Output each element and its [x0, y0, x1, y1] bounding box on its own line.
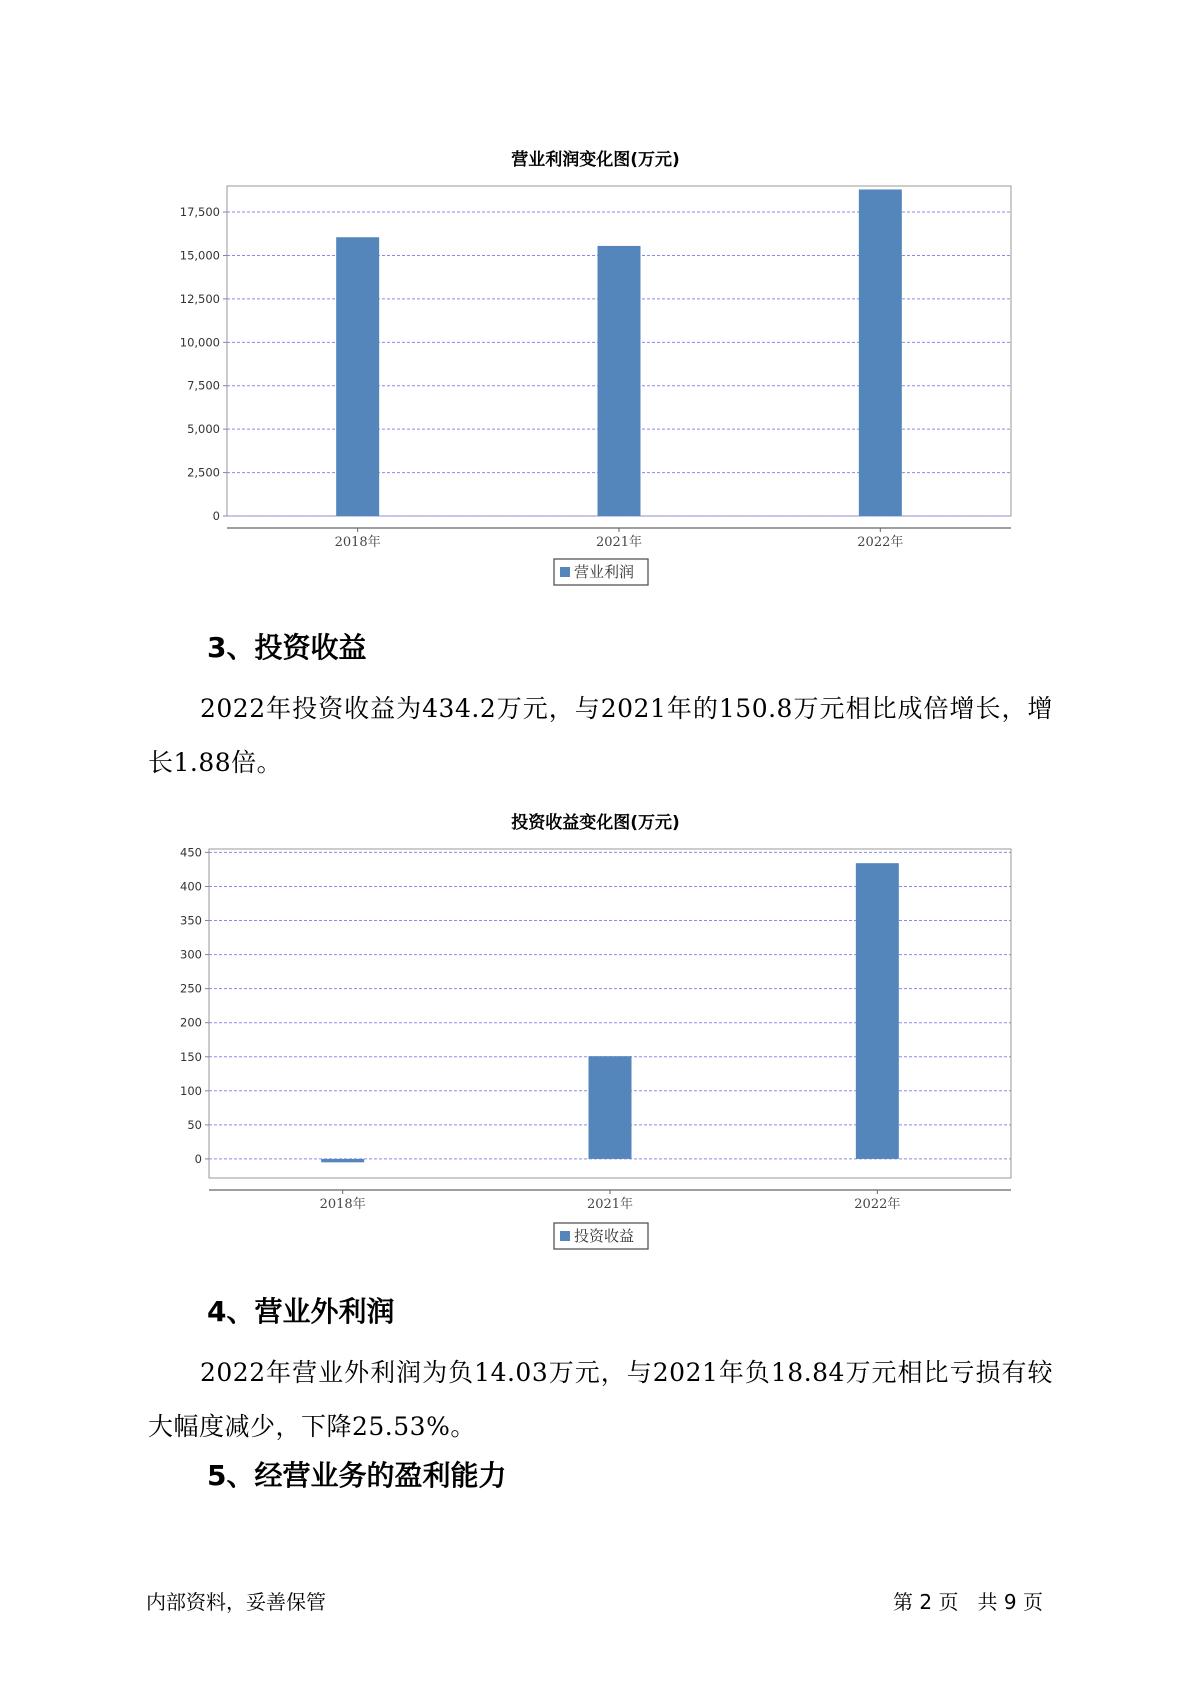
- legend-label: 营业利润: [574, 563, 635, 581]
- y-tick-label: 10,000: [179, 335, 220, 350]
- y-tick-label: 300: [180, 947, 202, 962]
- x-tick-label: 2018年: [334, 535, 381, 550]
- section3-paragraph: 2022年投资收益为434.2万元，与2021年的150.8万元相比成倍增长，增长1.88倍。: [148, 694, 1053, 777]
- y-tick-label: 450: [180, 845, 202, 860]
- x-tick-label: 2022年: [857, 535, 904, 550]
- y-tick-label: 12,500: [179, 291, 220, 306]
- legend: [554, 1223, 648, 1249]
- y-tick-label: 100: [180, 1083, 202, 1098]
- section5-heading: 5、经营业务的盈利能力: [207, 1459, 507, 1492]
- legend-label: 投资收益: [574, 1227, 635, 1245]
- x-tick-label: 2021年: [586, 1197, 634, 1212]
- y-tick-label: 250: [180, 981, 202, 996]
- y-tick-label: 150: [180, 1049, 202, 1064]
- section4-heading: 4、营业外利润: [207, 1295, 395, 1328]
- bar: [321, 1159, 364, 1162]
- y-tick-label: 5,000: [187, 422, 220, 437]
- y-tick-label: 50: [187, 1117, 202, 1132]
- y-tick-label: 7,500: [187, 378, 220, 393]
- footer-page-number: 第 2 页 共 9 页: [893, 1590, 1043, 1614]
- y-tick-label: 15,000: [179, 248, 220, 263]
- bar: [856, 863, 899, 1159]
- x-tick-label: 2021年: [595, 535, 643, 550]
- chart2-title: 投资收益变化图(万元): [511, 813, 680, 833]
- y-tick-label: 350: [180, 913, 202, 928]
- x-tick-label: 2022年: [854, 1197, 901, 1212]
- y-tick-label: 0: [212, 509, 220, 523]
- section4-paragraph: 2022年营业外利润为负14.03万元，与2021年负18.84万元相比亏损有较大幅度减少，下降25.53%。: [148, 1358, 1053, 1441]
- y-tick-label: 0: [194, 1151, 202, 1166]
- y-tick-label: 200: [180, 1015, 202, 1030]
- y-tick-label: 400: [180, 879, 202, 894]
- footer-confidential: 内部资料，妥善保管: [146, 1590, 326, 1614]
- x-tick-label: 2018年: [319, 1197, 366, 1212]
- chart1-title: 营业利润变化图(万元): [511, 150, 680, 170]
- y-tick-label: 17,500: [179, 205, 220, 220]
- bar: [589, 1056, 632, 1159]
- section3-heading: 3、投资收益: [207, 631, 367, 664]
- legend-swatch: [560, 1231, 570, 1241]
- y-tick-label: 2,500: [187, 465, 220, 480]
